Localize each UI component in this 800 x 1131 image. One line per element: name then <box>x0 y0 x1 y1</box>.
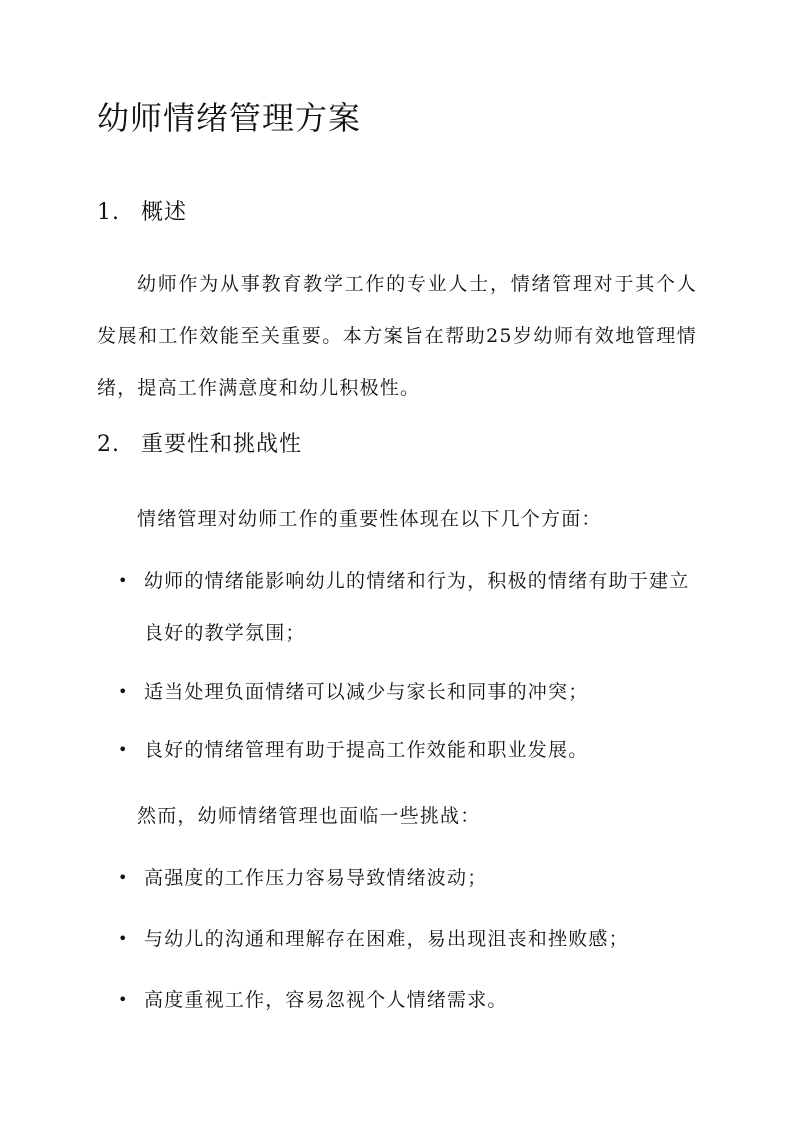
importance-intro: 情绪管理对幼师工作的重要性体现在以下几个方面： <box>137 508 602 530</box>
challenge-intro: 然而，幼师情绪管理也面临一些挑战： <box>137 805 481 827</box>
bullet-icon: • <box>118 929 129 948</box>
overview-paragraph: 幼师作为从事教育教学工作的专业人士，情绪管理对于其个人发展和工作效能至关重要。本方案旨在帮助25岁幼师有效地管理情绪，提高工作满意度和幼儿积极性。 <box>97 273 697 399</box>
bullet-icon: • <box>118 868 129 887</box>
list-item-text: 与幼儿的沟通和理解存在困难，易出现沮丧和挫败感； <box>144 928 629 950</box>
bullet-icon: • <box>118 740 129 759</box>
section-2-number: 2. <box>97 432 120 457</box>
list-item-text: 幼师的情绪能影响幼儿的情绪和行为，积极的情绪有助于建立良好的教学氛围； <box>144 570 690 644</box>
list-item <box>118 555 698 659</box>
list-item <box>118 666 698 718</box>
bullet-icon: • <box>118 990 129 1009</box>
list-item-text: 高度重视工作，容易忽视个人情绪需求。 <box>144 989 508 1011</box>
list-item-text: 良好的情绪管理有助于提高工作效能和职业发展。 <box>144 739 589 761</box>
section-2-heading <box>97 430 302 460</box>
list-item <box>118 913 698 965</box>
section-1-title: 概述 <box>141 200 188 225</box>
bullet-icon: • <box>118 571 129 590</box>
list-item <box>118 974 698 1026</box>
list-item <box>118 724 698 776</box>
list-item-text: 高强度的工作压力容易导致情绪波动； <box>144 867 488 889</box>
page-title: 幼师情绪管理方案 <box>97 99 362 137</box>
section-2-title: 重要性和挑战性 <box>141 432 303 457</box>
section-1-number: 1. <box>97 200 120 225</box>
list-item <box>118 852 698 904</box>
list-item-text: 适当处理负面情绪可以减少与家长和同事的冲突； <box>144 681 589 703</box>
section-1-heading <box>97 198 187 228</box>
bullet-icon: • <box>118 682 129 701</box>
